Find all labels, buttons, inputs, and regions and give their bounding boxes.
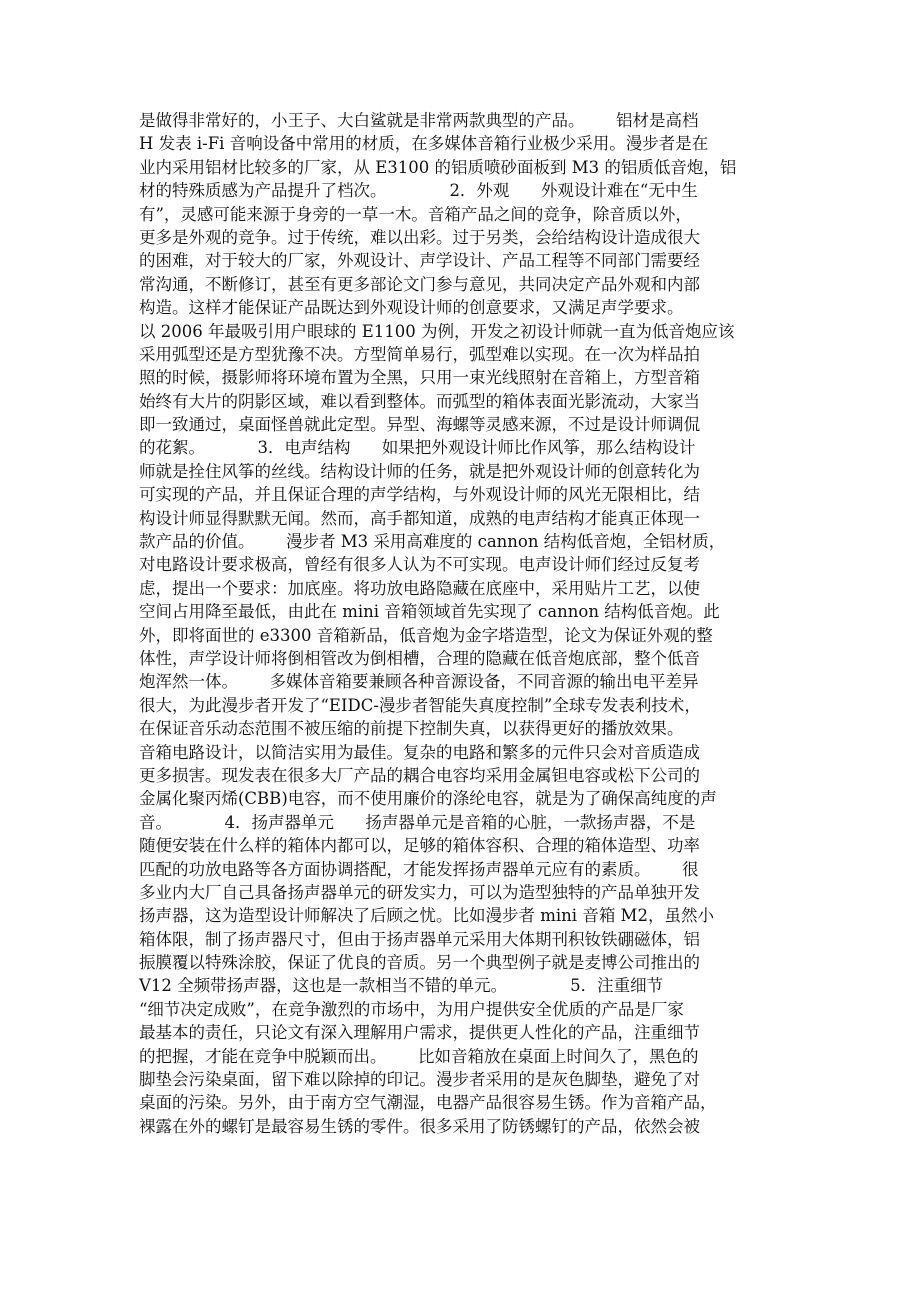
text-line: 是做得非常好的，小王子、大白鲨就是非常两款典型的产品。 铝材是高档 [139,111,699,130]
text-line: 材的特殊质感为产品提升了档次。 2．外观 外观设计难在“无中生 [139,181,698,201]
text-line: 在保证音乐动态范围不被压缩的前提下控制失真，以获得更好的播放效果。 [139,719,684,739]
article-body [139,109,789,1138]
text-line: 外，即将面世的 e3300 音箱新品，低音炮为金字塔造型，论文为保证外观的整 [139,625,713,645]
text-line: 常沟通，不断修订，甚至有更多部论文门参与意见，共同决定产品外观和内部 [139,274,700,294]
text-line: 金属化聚丙烯(CBB)电容，而不使用廉价的涤纶电容，就是为了确保高纯度的声 [139,789,717,809]
text-line: 构造。这样才能保证产品既达到外观设计师的创意要求，又满足声学要求。 [139,298,684,318]
text-line: “细节决定成败”，在竞争激烈的市场中，为用户提供安全优质的产品是厂家 [139,999,684,1019]
text-line: 的困难，对于较大的厂家，外观设计、声学设计、产品工程等不同部门需要经 [139,251,700,271]
text-line: 的花絮。 3．电声结构 如果把外观设计师比作风筝，那么结构设计 [139,438,696,458]
text-line: 更多是外观的竞争。过于传统，难以出彩。过于另类，会给结构设计造成很大 [139,227,700,247]
text-line: 体性，声学设计师将倒相管改为倒相槽，合理的隐藏在低音炮底部，整个低音 [139,648,700,668]
text-line: H 发表 i-Fi 音响设备中常用的材质，在多媒体音箱行业极少采用。漫步者是在 [139,134,709,154]
text-line: 空间占用降至最低，由此在 mini 音箱领域首先实现了 cannon 结构低音炮。此 [139,602,720,622]
text-line: 音。 4．扬声器单元 扬声器单元是音箱的心脏，一款扬声器，不是 [139,812,696,832]
text-line: 采用弧型还是方型犹豫不决。方型简单易行，弧型难以实现。在一次为样品拍 [139,344,700,364]
text-line: 的把握，才能在竞争中脱颖而出。 比如音箱放在桌面上时间久了，黑色的 [139,1046,699,1066]
text-line: 即一致通过，桌面怪兽就此定型。异型、海螺等灵感来源，不过是设计师调侃 [139,415,700,435]
text-line: 匹配的功放电路等各方面协调搭配，才能发挥扬声器单元应有的素质。 很 [139,859,699,879]
text-line: 很大，为此漫步者开发了“EIDC-漫步者智能失真度控制”全球专发表利技术， [139,695,701,715]
text-line: 可实现的产品，并且保证合理的声学结构，与外观设计师的风光无限相比，结 [139,485,700,505]
text-line: 有”，灵感可能来源于身旁的一草一木。音箱产品之间的竞争，除音质以外， [139,204,692,224]
text-line: V12 全频带扬声器，这也是一款相当不错的单元。 5．注重细节 [139,976,664,996]
text-line: 脚垫会污染桌面，留下难以除掉的印记。漫步者采用的是灰色脚垫，避免了对 [139,1070,700,1090]
text-line: 随便安装在什么样的箱体内都可以，足够的箱体容积、合理的箱体造型、功率 [139,836,700,856]
text-line: 更多损害。现发表在很多大厂产品的耦合电容均采用金属钽电容或松下公司的 [139,765,700,785]
text-line: 照的时候，摄影师将环境布置为全黑，只用一束光线照射在音箱上，方型音箱 [139,368,700,388]
text-line: 扬声器，这为造型设计师解决了后顾之忧。比如漫步者 mini 音箱 M2，虽然小 [139,906,714,926]
text-line: 虑，提出一个要求：加底座。将功放电路隐藏在底座中，采用贴片工艺，以使 [139,578,700,598]
text-line: 款产品的价值。 漫步者 M3 采用高难度的 cannon 结构低音炮，全铝材质， [139,532,726,552]
text-line: 以 2006 年最吸引用户眼球的 E1100 为例，开发之初设计师就一直为低音炮应该 [139,321,735,341]
text-line: 业内采用铝材比较多的厂家，从 E3100 的铝质喷砂面板到 M3 的铝质低音炮，铝 [139,157,737,177]
text-line: 箱体限，制了扬声器尺寸，但由于扬声器单元采用大体期刊积钕铁硼磁体，铝 [139,929,700,949]
text-line: 音箱电路设计，以简洁实用为最佳。复杂的电路和繁多的元件只会对音质造成 [139,742,700,762]
text-line: 对电路设计要求极高，曾经有很多人认为不可实现。电声设计师们经过反复考 [139,555,700,575]
text-line: 师就是拴住风筝的丝线。结构设计师的任务，就是把外观设计师的创意转化为 [139,461,700,481]
text-line: 多业内大厂自己具备扬声器单元的研发实力，可以为造型独特的产品单独开发 [139,882,700,902]
text-line: 构设计师显得默默无闻。然而，高手都知道，成熟的电声结构才能真正体现一 [139,508,700,528]
text-line: 振膜覆以特殊涂胶，保证了优良的音质。另一个典型例子就是麦博公司推出的 [139,953,700,973]
text-line: 裸露在外的螺钉是最容易生锈的零件。很多采用了防锈螺钉的产品，依然会被 [139,1116,700,1136]
text-line: 炮浑然一体。 多媒体音箱要兼顾各种音源设备，不同音源的输出电平差异 [139,672,699,692]
text-line: 始终有大片的阴影区域，难以看到整体。而弧型的箱体表面光影流动，大家当 [139,391,700,411]
text-line: 最基本的责任，只论文有深入理解用户需求，提供更人性化的产品，注重细节 [139,1023,700,1043]
text-line: 桌面的污染。另外，由于南方空气潮湿，电器产品很容易生锈。作为音箱产品， [139,1093,717,1113]
